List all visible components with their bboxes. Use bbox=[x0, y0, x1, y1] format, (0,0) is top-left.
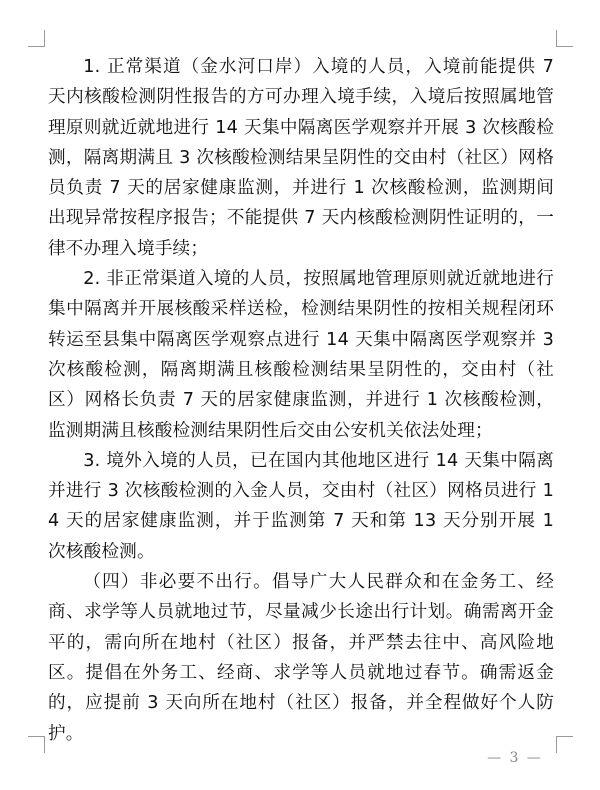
paragraph-item-3: 3. 境外入境的人员，已在国内其他地区进行 14 天集中隔离并进行 3 次核酸检测的入金人员，交由村（社区）网格员进行 14 天的居家健康监测，并于监测第 7 天和第 13 天分别开展 1 次核酸检测。 bbox=[48, 450, 554, 562]
crop-mark-top-left bbox=[28, 30, 45, 47]
paragraph-item-2: 2. 非正常渠道入境的人员，按照属地管理原则就近就地进行集中隔离并开展核酸采样送检，检测结果阴性的按相关规程闭环转运至县集中隔离医学观察点进行 14 天集中隔离医学观察并 3 次核酸检测，隔离期满且核酸检测结果呈阴性的，交由村（社区）网格长负责 7 天的居家健康监测，并进行 1 次核酸检测，监测期满且核酸检测结果阴性后交由公安机关依法处理； bbox=[48, 269, 554, 441]
page-number: — 3 — bbox=[487, 750, 543, 766]
crop-mark-bottom-left bbox=[28, 736, 45, 753]
crop-mark-top-right bbox=[556, 30, 573, 47]
document-body bbox=[48, 52, 554, 749]
paragraph-section-4: （四）非必要不出行。倡导广大人民群众和在金务工、经商、求学等人员就地过节，尽量减少长途出行计划。确需离开金平的，需向所在地村（社区）报备，并严禁去往中、高风险地区。提倡在外务工、经商、求学等人员就地过春节。确需返金的，应提前 3 天向所在地村（社区）报备，并全程做好个人防护。 bbox=[48, 572, 554, 744]
paragraph-item-1: 1. 正常渠道（金水河口岸）入境的人员，入境前能提供 7 天内核酸检测阴性报告的方可办理入境手续，入境后按照属地管理原则就近就地进行 14 天集中隔离医学观察并开展 3 次核酸检测，隔离期满且 3 次核酸检测结果呈阴性的交由村（社区）网格员负责 7 天的居家健康监测，并进行 1 次核酸检测，监测期间出现异常按程序报告；不能提供 7 天内核酸检测阴性证明的，一律不办理入境手续； bbox=[48, 57, 554, 259]
